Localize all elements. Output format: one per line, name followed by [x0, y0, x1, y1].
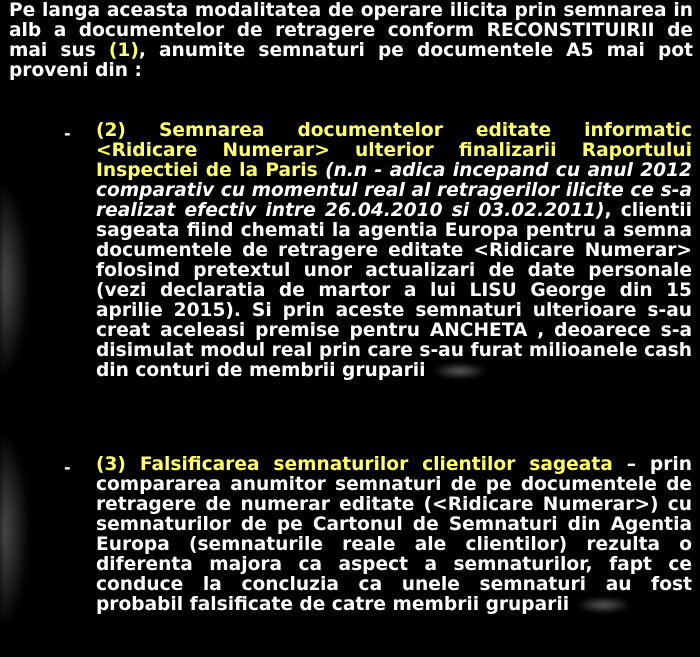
item-body: , clientii sageata fiind chemati la agentia Europa pentru a semna documentele de retragere editate <Ridicare Numerar> folosind pretextul unor actualizari de date personale (vezi declaratia de martor a lui LISU George din 15 aprilie 2015). Si prin aceste semnaturi ulterioare s-au creat aceleasi premise pentru ANCHETA , deoarece s-a disimulat modul real prin care s-au furat milioanele cash din conturi de membrii gruparii: [96, 200, 692, 381]
list-item: [96, 455, 692, 615]
item-note: (n.n - adica incepand cu anul 2012 comparativ cu momentul real al retragerilor ilicite ce s-a realizat efectiv intre 26.04.2010 si 03.02.2011): [96, 160, 692, 221]
list-bullet: -: [64, 458, 71, 477]
intro-paragraph: [9, 1, 693, 81]
redaction-smudge: [432, 364, 487, 378]
list-item: [96, 121, 692, 381]
list-bullet: -: [64, 124, 71, 143]
scan-smudge: [0, 180, 30, 380]
reference-marker: (1): [108, 40, 139, 61]
item-body: – prin compararea anumitor semnaturi de pe documentele de retragere de numerar editate (<Ridicare Numerar>) cu semnaturilor de pe Cartonul de Semnaturi din Agentia Europa (semnaturile reale ale clientilor) rezulta o diferenta majora ca aspect a semnaturilor, fapt ce conduce la concluzia ca unele semnaturi au fost probabil falsificate de catre membrii gruparii: [96, 454, 692, 615]
intro-text-start: Pe langa aceasta modalitatea de operare ilicita prin semnarea in alb a documentelor de retragere conform RECONSTITUIRII de mai sus: [9, 0, 693, 61]
item-heading: (2) Semnarea documentelor editate informatic <Ridicare Numerar> ulterior finalizarii Raportului Inspectiei de la Paris: [96, 120, 692, 181]
redaction-smudge: [576, 598, 631, 612]
scan-smudge: [0, 430, 30, 630]
intro-text-end: , anumite semnaturi pe documentele A5 mai pot proveni din :: [9, 40, 693, 81]
item-heading: (3) Falsificarea semnaturilor clientilor sageata: [96, 454, 613, 475]
